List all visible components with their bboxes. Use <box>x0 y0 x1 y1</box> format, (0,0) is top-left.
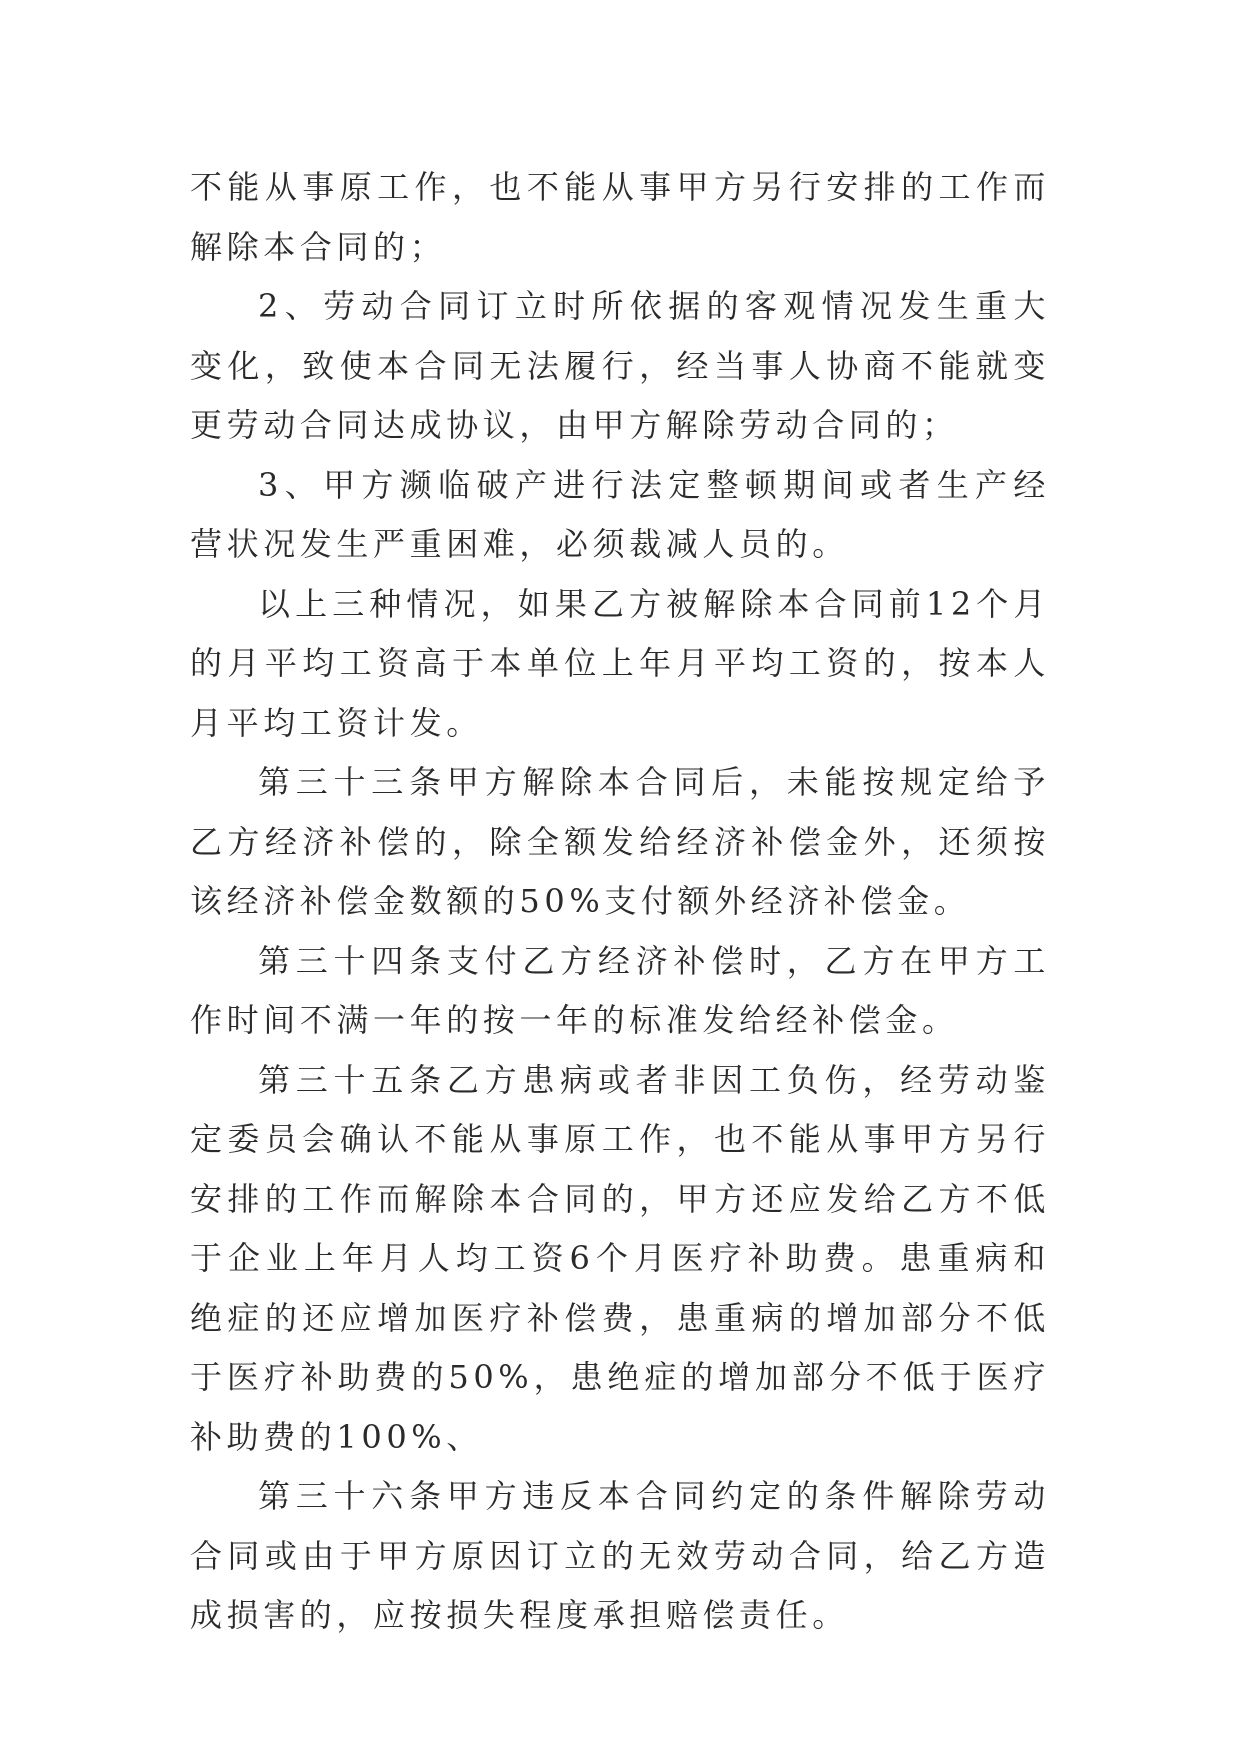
paragraph-item-2: 2、劳动合同订立时所依据的客观情况发生重大变化，致使本合同无法履行，经当事人协商不能就变更劳动合同达成协议，由甲方解除劳动合同的； <box>190 287 1050 444</box>
paragraph-article-35: 第三十五条乙方患病或者非因工负伤，经劳动鉴定委员会确认不能从事原工作，也不能从事甲方另行安排的工作而解除本合同的，甲方还应发给乙方不低于企业上年月人均工资6个月医疗补助费。患重病和绝症的还应增加医疗补偿费，患重病的增加部分不低于医疗补助费的50%，患绝症的增加部分不低于医疗补助费的100%、 <box>190 1060 1050 1456</box>
paragraph-article-34: 第三十四条支付乙方经济补偿时，乙方在甲方工作时间不满一年的按一年的标准发给经补偿金。 <box>190 941 1050 1039</box>
paragraph-article-36: 第三十六条甲方违反本合同约定的条件解除劳动合同或由于甲方原因订立的无效劳动合同，给乙方造成损害的，应按损失程度承担赔偿责任。 <box>190 1477 1050 1634</box>
paragraph-item-3: 3、甲方濒临破产进行法定整顿期间或者生产经营状况发生严重困难，必须裁减人员的。 <box>190 465 1050 563</box>
paragraph-summary: 以上三种情况，如果乙方被解除本合同前12个月的月平均工资高于本单位上年月平均工资的，按本人月平均工资计发。 <box>190 584 1050 742</box>
paragraph-article-33: 第三十三条甲方解除本合同后，未能按规定给予乙方经济补偿的，除全额发给经济补偿金外，还须按该经济补偿金数额的50%支付额外经济补偿金。 <box>190 763 1050 920</box>
document-body <box>190 158 1050 1646</box>
paragraph-continuation: 不能从事原工作，也不能从事甲方另行安排的工作而解除本合同的； <box>190 168 1050 266</box>
